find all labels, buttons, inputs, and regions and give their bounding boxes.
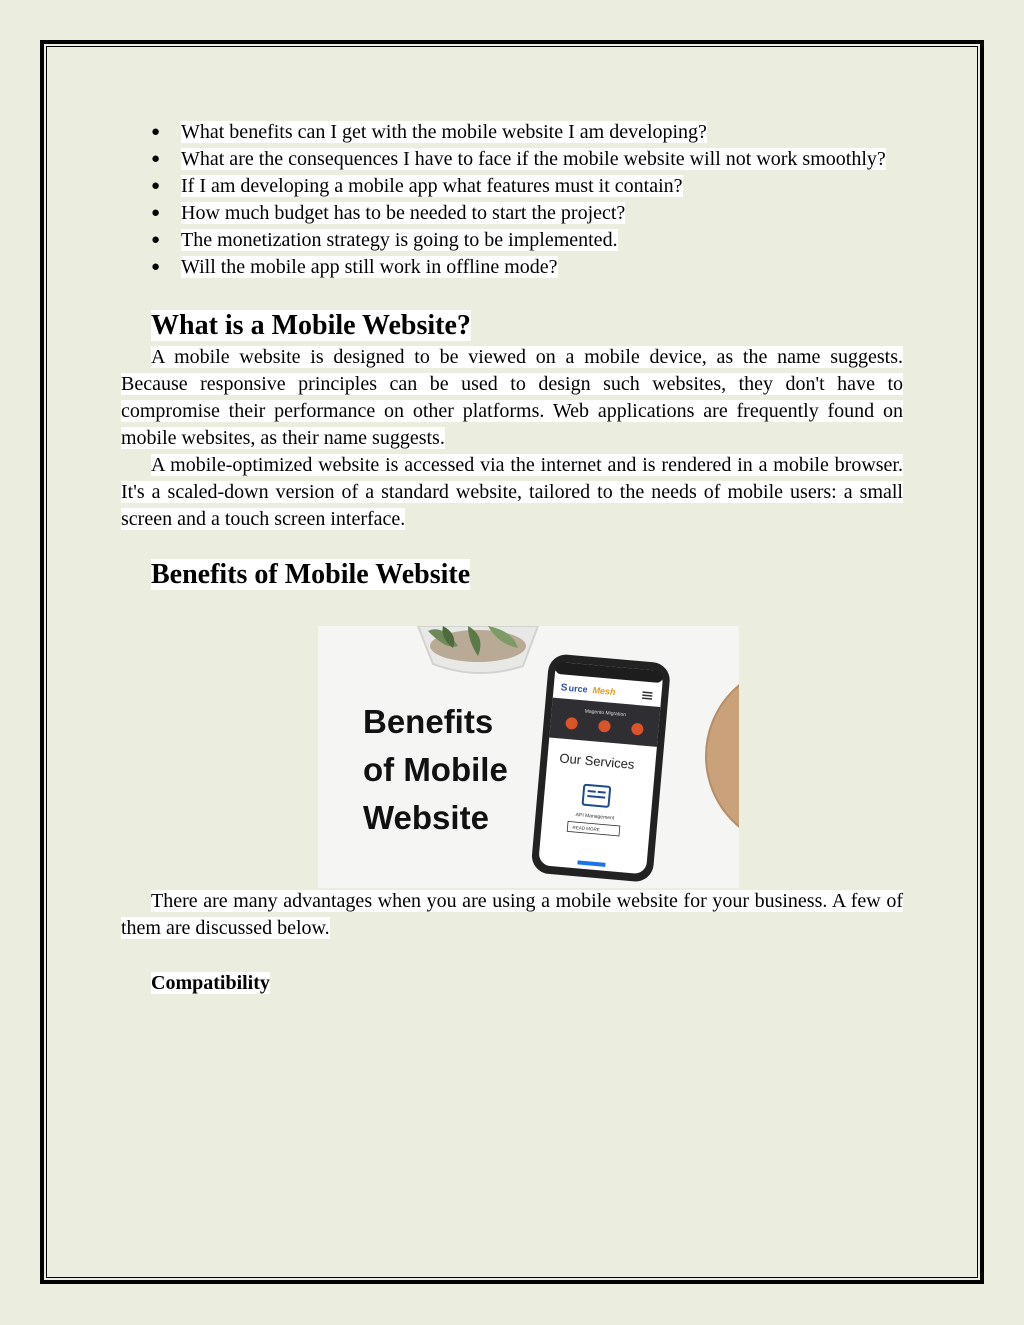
phone-logo-mesh: Mesh: [592, 685, 616, 698]
list-item-text: If I am developing a mobile app what features must it contain?: [181, 175, 683, 197]
questions-list: [121, 119, 903, 281]
list-item-text: What are the consequences I have to face if the mobile website will not work smoothly?: [181, 148, 886, 170]
plant-pot-icon: [418, 626, 538, 673]
bullet-icon: ●: [151, 232, 161, 248]
section-heading-mobile-website: [121, 308, 903, 344]
bullet-icon: ●: [151, 124, 161, 140]
paragraph-definition: [121, 344, 903, 452]
illustration-title-line3: Website: [363, 799, 489, 836]
list-item: [121, 254, 903, 281]
paragraph-optimized: [121, 452, 903, 533]
bullet-icon: ●: [151, 178, 161, 194]
list-item: [121, 227, 903, 254]
list-item: [121, 173, 903, 200]
phone-service-label: API Management: [575, 812, 615, 822]
section-heading-text: Benefits of Mobile Website: [151, 559, 471, 590]
page-content: [121, 119, 903, 997]
illustration-title-line2: of Mobile: [363, 751, 508, 788]
bullet-icon: ●: [151, 151, 161, 167]
subheading-compatibility: [121, 970, 903, 997]
paragraph-text: There are many advantages when you are using a mobile website for your business. A few of them are discussed below.: [121, 890, 903, 939]
phone-banner-text: Magento Migration: [584, 708, 627, 719]
bullet-icon: ●: [151, 259, 161, 275]
paragraph-text: A mobile-optimized website is accessed via the internet and is rendered in a mobile browser. It's a scaled-down version of a standard website, tailored to the needs of mobile users: a small screen and a touch screen interface.: [121, 454, 903, 530]
phone-logo-s: S: [560, 682, 568, 694]
list-item: [121, 200, 903, 227]
paragraph-text: A mobile website is designed to be viewed on a mobile device, as the name suggests. Because responsive principles can be used to design such websites, they don't have to compromise their performance on other platforms. Web applications are frequently found on mobile websites, as their name suggests.: [121, 346, 903, 449]
section-heading-benefits: [121, 557, 903, 593]
illustration-title-line1: Benefits: [363, 703, 494, 740]
section-heading-text: What is a Mobile Website?: [151, 310, 471, 341]
phone-read-more-label: READ MORE: [572, 824, 600, 833]
list-item-text: The monetization strategy is going to be implemented.: [181, 229, 618, 251]
smartphone-icon: [530, 653, 671, 883]
list-item-text: Will the mobile app still work in offline mode?: [181, 256, 558, 278]
benefits-illustration: [318, 626, 739, 888]
bullet-icon: ●: [151, 205, 161, 221]
list-item-text: How much budget has to be needed to start the project?: [181, 202, 626, 224]
list-item-text: What benefits can I get with the mobile website I am developing?: [181, 121, 707, 143]
list-item: [121, 119, 903, 146]
list-item: [121, 146, 903, 173]
subheading-text: Compatibility: [151, 972, 270, 994]
phone-logo-text: urce: [568, 682, 589, 695]
paragraph-advantages: [121, 888, 903, 942]
phone-services-heading: Our Services: [558, 750, 636, 772]
benefits-illustration-svg: [318, 626, 739, 888]
